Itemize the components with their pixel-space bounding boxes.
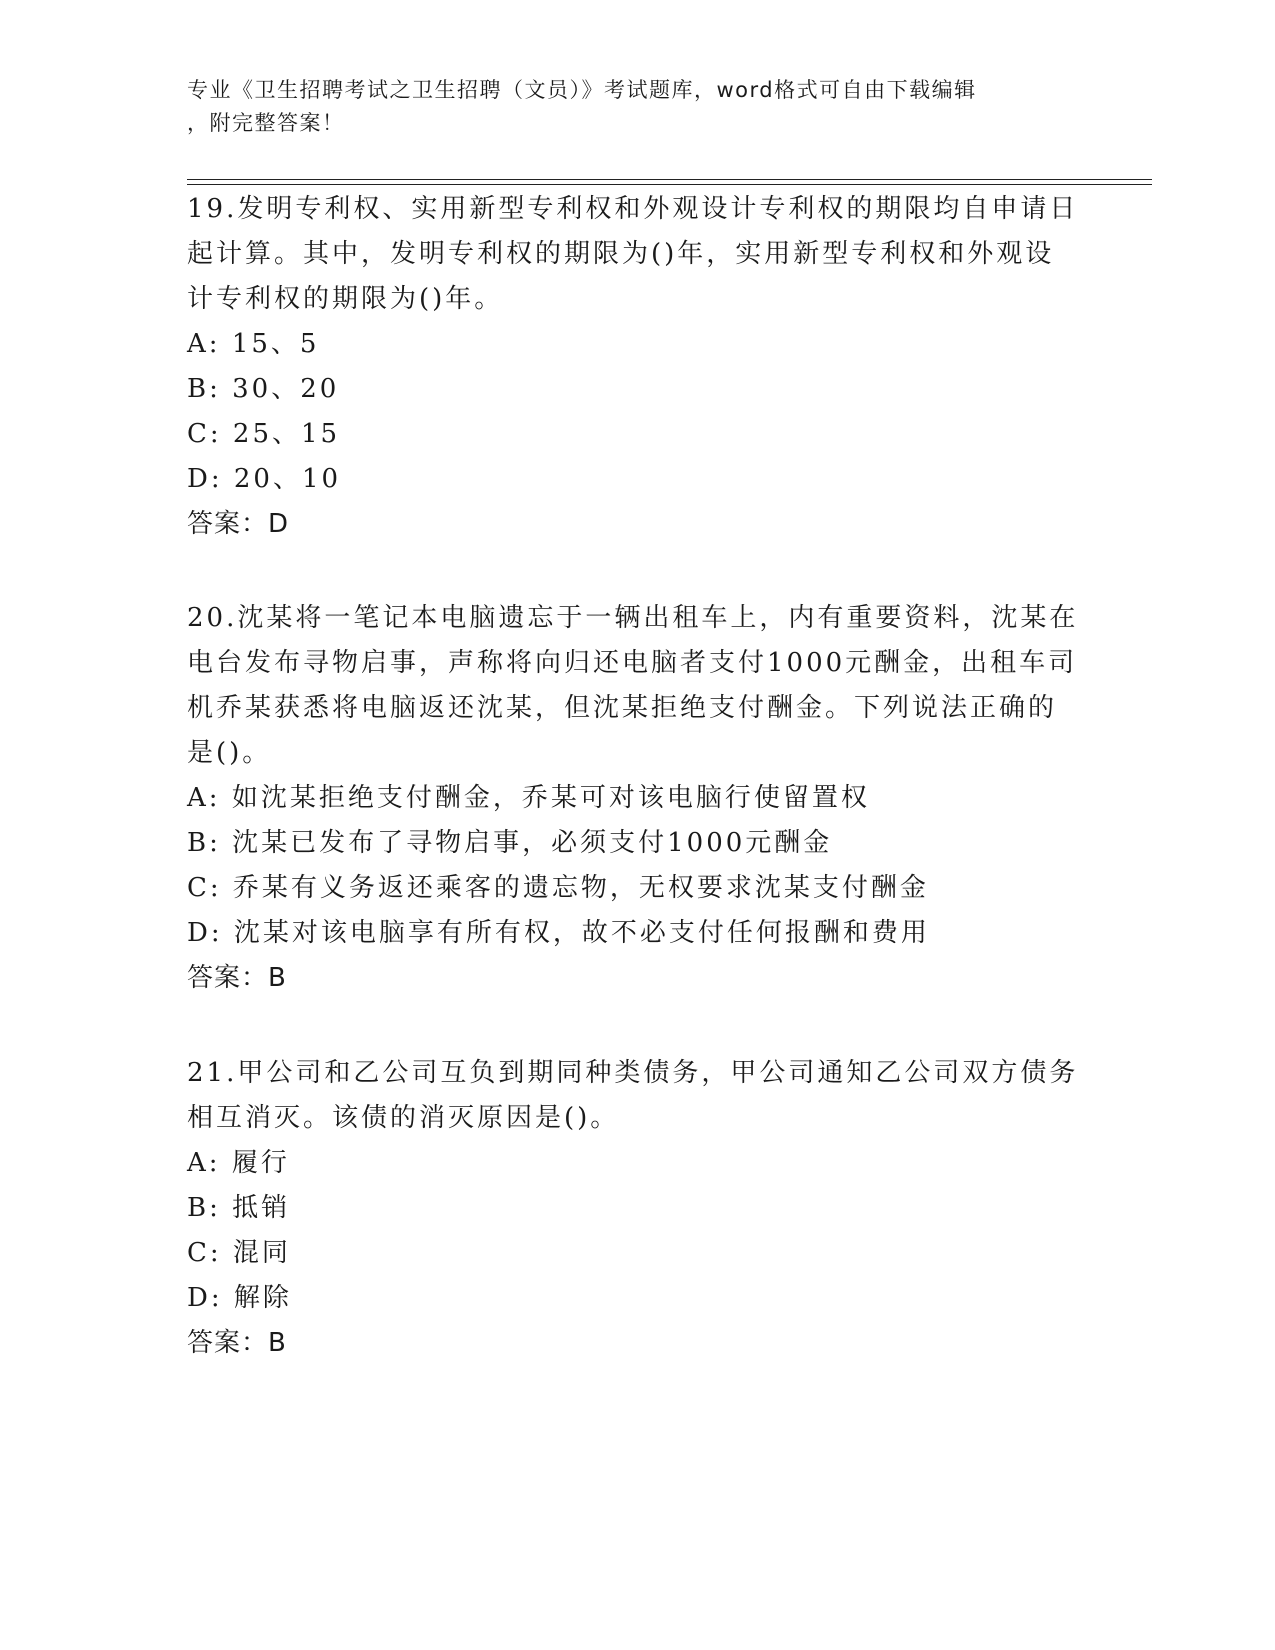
option-c <box>187 1231 1087 1276</box>
question-stem-line: 计专利权的期限为()年。 <box>187 284 504 314</box>
option-text: 解除 <box>233 1283 292 1313</box>
question-stem-line: 21.甲公司和乙公司互负到期同种类债务，甲公司通知乙公司双方债务 <box>187 1058 1079 1088</box>
option-key: C: <box>187 1238 222 1268</box>
option-text: 沈某已发布了寻物启事，必须支付1000元酬金 <box>232 828 833 858</box>
question-stem-line: 19.发明专利权、实用新型专利权和外观设计专利权的期限均自申请日 <box>187 194 1079 224</box>
question-stem-line: 相互消灭。该债的消灭原因是()。 <box>187 1103 620 1133</box>
option-c <box>187 866 1087 911</box>
option-key: A: <box>187 1148 221 1178</box>
option-a <box>187 776 1087 821</box>
option-key: D: <box>187 1283 223 1313</box>
option-text: 沈某对该电脑享有所有权，故不必支付任何报酬和费用 <box>233 918 930 948</box>
option-text: 25、15 <box>232 419 341 449</box>
option-key: B: <box>187 828 221 858</box>
header-divider-bottom <box>187 184 1152 185</box>
option-text: 如沈某拒绝支付酬金，乔某可对该电脑行使留置权 <box>231 783 870 813</box>
option-text: 履行 <box>231 1148 290 1178</box>
option-text: 20、10 <box>233 464 342 494</box>
option-key: A: <box>187 783 221 813</box>
option-key: B: <box>187 1193 221 1223</box>
option-b <box>187 821 1087 866</box>
option-key: C: <box>187 873 222 903</box>
header-line-1: 专业《卫生招聘考试之卫生招聘（文员）》考试题库，word格式可自由下载编辑 <box>187 78 977 102</box>
question-stem-line: 是()。 <box>187 738 272 768</box>
question-20 <box>187 596 1087 1001</box>
option-d <box>187 457 1087 502</box>
header-line-2: ，附完整答案！ <box>187 111 345 135</box>
option-key: B: <box>187 374 221 404</box>
question-19 <box>187 187 1087 547</box>
option-d <box>187 1276 1087 1321</box>
option-d <box>187 911 1087 956</box>
question-stem-line: 20.沈某将一笔记本电脑遗忘于一辆出租车上，内有重要资料，沈某在 <box>187 603 1079 633</box>
option-b <box>187 367 1087 412</box>
option-key: C: <box>187 419 222 449</box>
option-a <box>187 1141 1087 1186</box>
question-stem-line: 电台发布寻物启事，声称将向归还电脑者支付1000元酬金，出租车司 <box>187 648 1078 678</box>
option-key: A: <box>187 329 221 359</box>
option-key: D: <box>187 464 223 494</box>
answer-line: 答案：B <box>187 1328 287 1358</box>
header-divider-top <box>187 179 1152 180</box>
option-text: 混同 <box>232 1238 291 1268</box>
document-header <box>187 74 1067 140</box>
question-stem-line: 机乔某获悉将电脑返还沈某，但沈某拒绝支付酬金。下列说法正确的 <box>187 693 1058 723</box>
option-b <box>187 1186 1087 1231</box>
answer-line: 答案：D <box>187 509 290 539</box>
option-text: 抵销 <box>232 1193 291 1223</box>
answer-line: 答案：B <box>187 963 287 993</box>
option-key: D: <box>187 918 223 948</box>
option-text: 30、20 <box>232 374 340 404</box>
option-text: 乔某有义务返还乘客的遗忘物，无权要求沈某支付酬金 <box>232 873 929 903</box>
question-21 <box>187 1051 1087 1366</box>
question-stem-line: 起计算。其中，发明专利权的期限为()年，实用新型专利权和外观设 <box>187 239 1055 269</box>
option-c <box>187 412 1087 457</box>
option-a <box>187 322 1087 367</box>
option-text: 15、5 <box>231 329 320 359</box>
